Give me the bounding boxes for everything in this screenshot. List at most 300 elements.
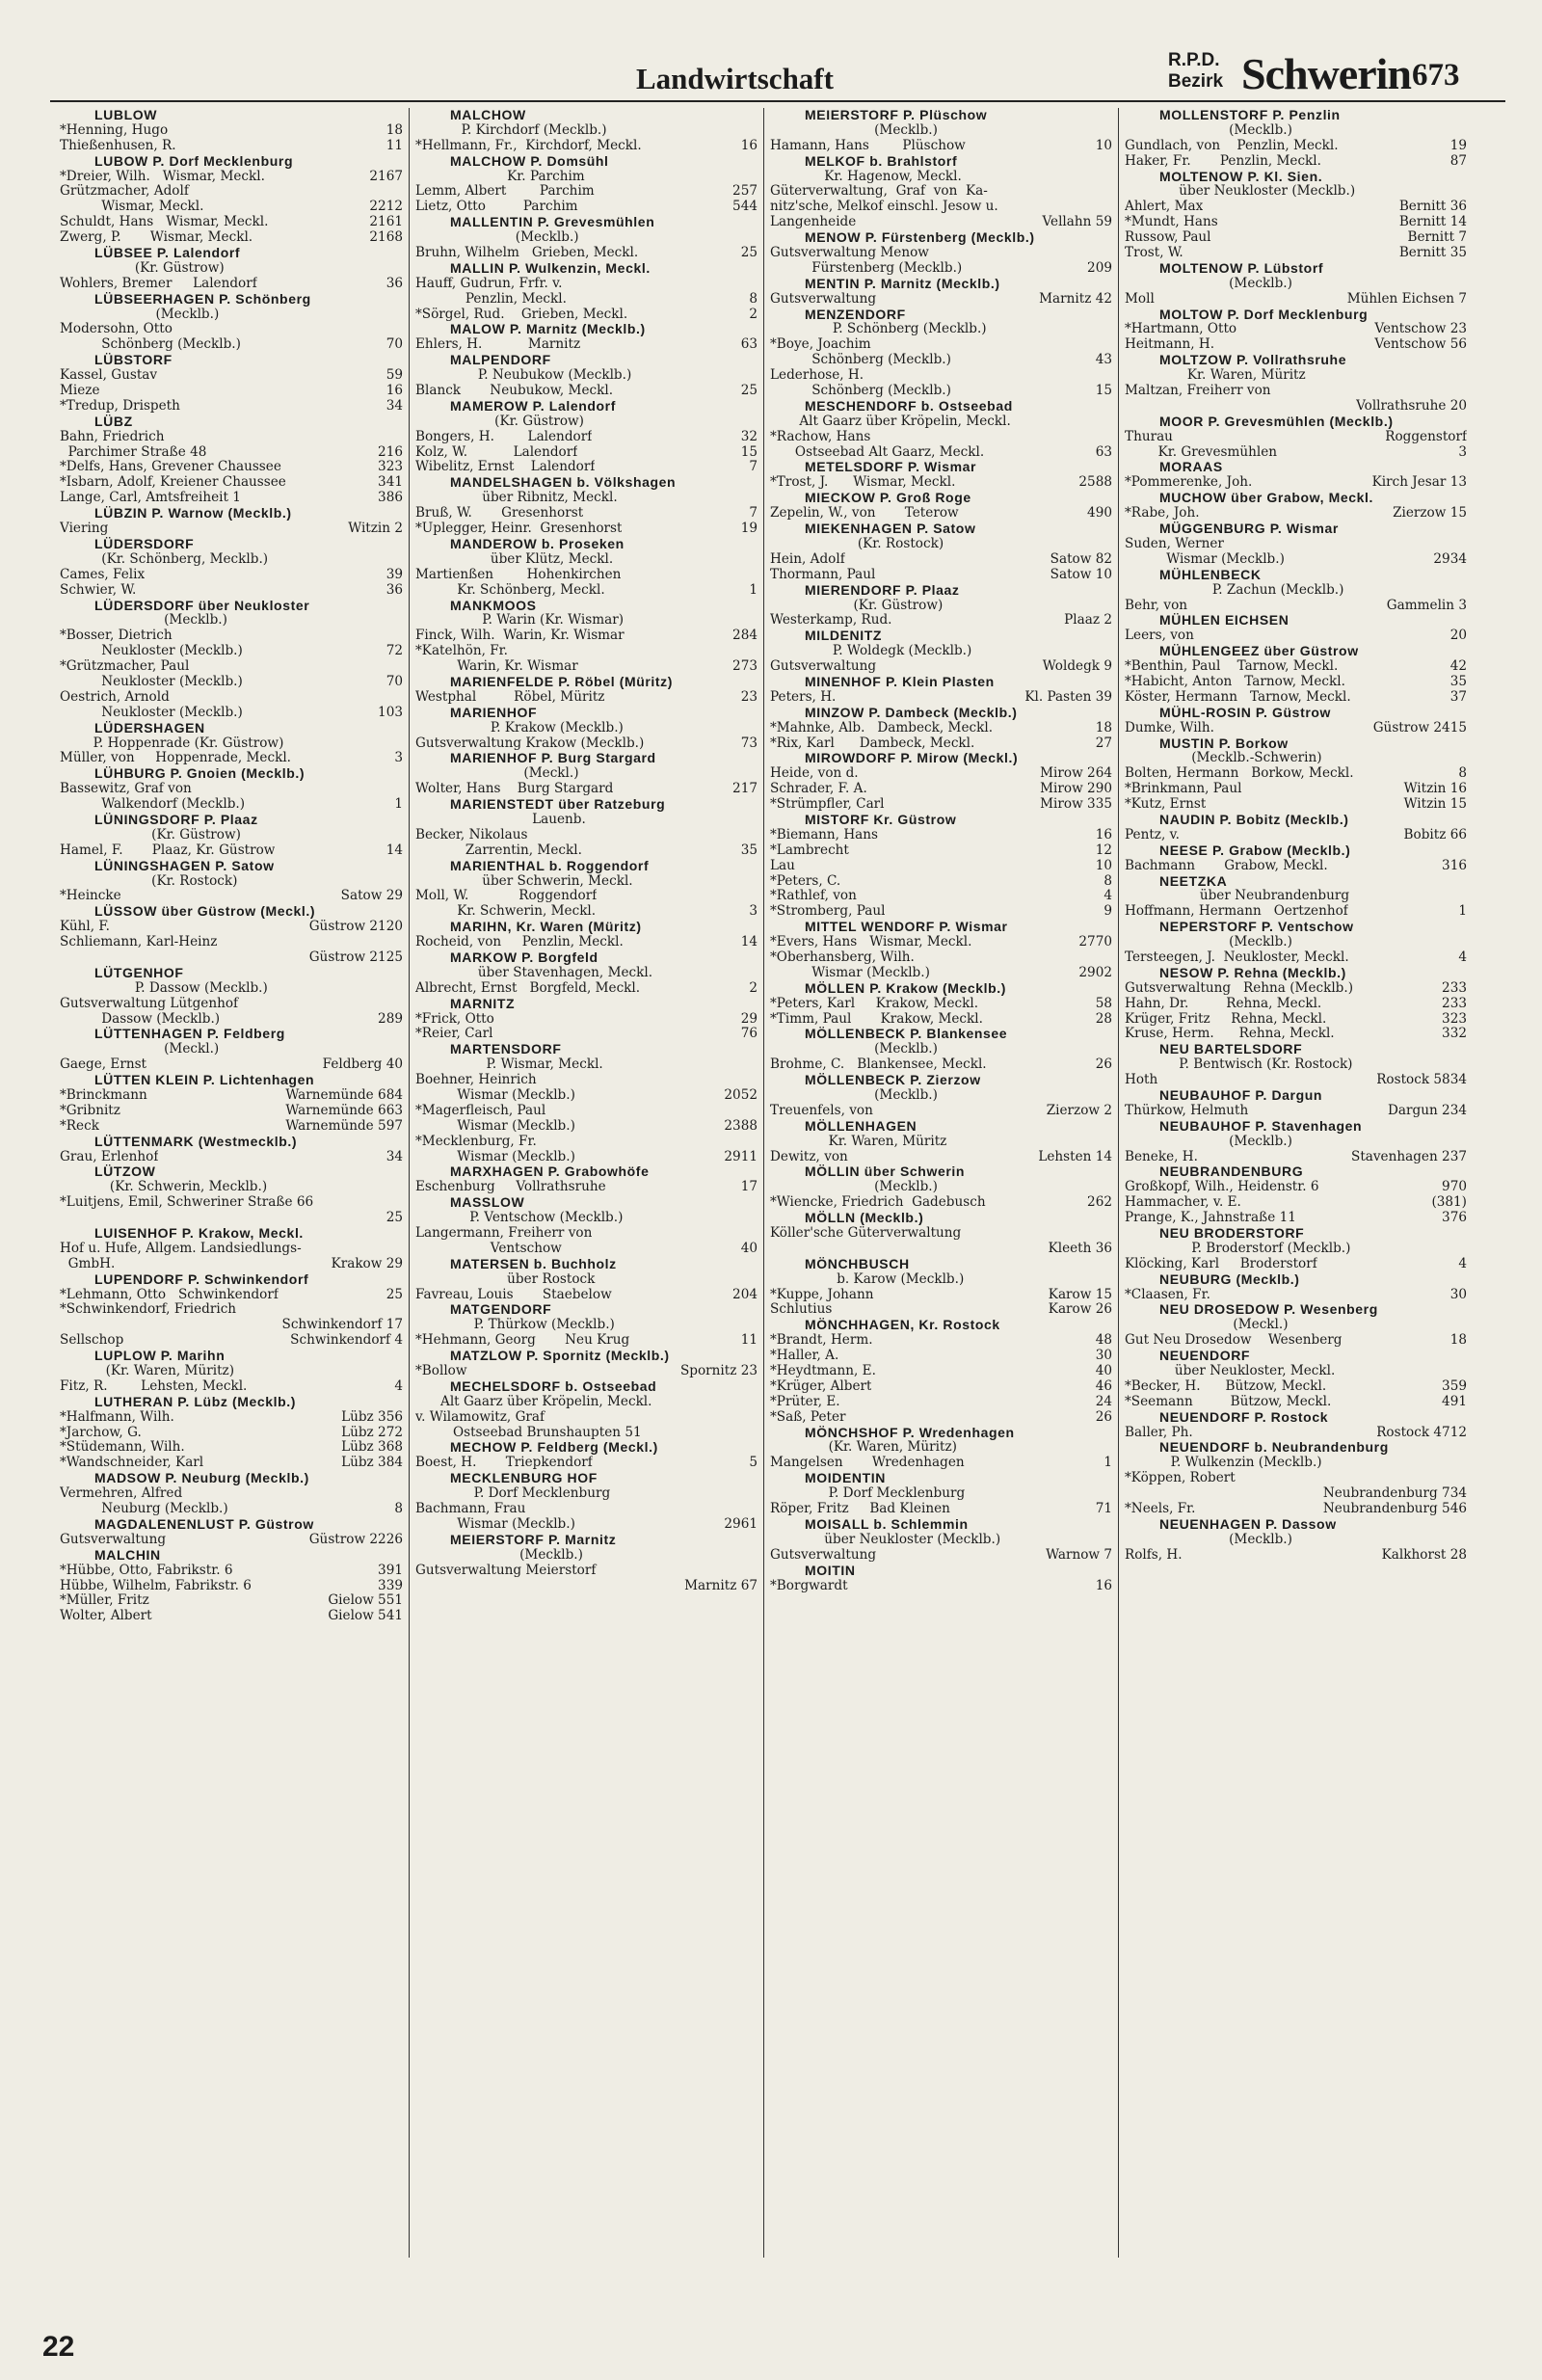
entry-phone: Plaaz 2 [1064,613,1112,628]
directory-entry [415,1012,758,1028]
entry-phone: Karow 15 [1048,1287,1112,1302]
entry-phone: 39 [386,567,403,582]
entry-phone: 2167 [369,169,403,184]
place-subline: P. Dassow (Mecklb.) [85,980,268,996]
entry-name: Ehlers, H. Marnitz [415,337,581,353]
place-heading: MARNITZ [450,996,516,1011]
directory-entry [415,1242,758,1257]
directory-entry [60,230,403,246]
place-subline: P. Kirchdorf (Mecklb.) [440,122,607,138]
entry-text: *Oberhansberg, Wilh. [770,949,915,965]
place-subline: (Mecklb.) [440,1547,583,1563]
entry-name: Leers, von [1125,628,1194,644]
place-subline: (Mecklb.) [1150,276,1292,291]
directory-entry [1125,1379,1467,1395]
entry-name: *Bollow [415,1364,467,1379]
place-subline: P. Krakow (Mecklb.) [440,720,624,735]
entry-text: Lederhose, H. [770,368,864,384]
directory-entry [770,353,1112,368]
directory-entry [1125,628,1467,644]
entry-text: *Grützmacher, Paul [60,659,190,675]
entry-name: Müller, von Hoppenrade, Meckl. [60,751,292,766]
entry-name: Finck, Wilh. Warin, Kr. Wismar [415,628,625,644]
entry-phone: 25 [740,246,758,261]
directory-entry [60,1579,403,1594]
directory-entry [1125,200,1467,215]
place-heading: NEUBAUHOF P. Dargun [1159,1088,1323,1103]
directory-entry [1125,659,1467,675]
place-subline: (Mecklb.-Schwerin) [1150,751,1322,766]
entry-name: Kolz, W. Lalendorf [415,444,578,460]
directory-entry [1125,981,1467,997]
entry-phone: Karow 26 [1048,1302,1112,1318]
place-heading: LÜTTEN KLEIN P. Lichtenhagen [94,1073,315,1088]
directory-entry [415,1364,758,1379]
place-subline: Kr. Waren, Müritz [795,1134,947,1149]
entry-phone: Marnitz 67 [684,1578,758,1593]
entry-phone: 16 [740,138,758,153]
directory-entry [770,445,1112,461]
entry-phone: 4 [394,1378,403,1394]
entry-name: Lange, Carl, Amtsfreiheit 1 [60,491,241,506]
directory-entry [770,874,1112,890]
directory-entry [770,1302,1112,1318]
place-heading: MOLTZOW P. Vollrathsruhe [1159,353,1347,368]
entry-phone: Witzin 2 [348,521,403,537]
entry-name: Bolten, Hermann Borkow, Meckl. [1125,766,1354,782]
entry-name: *Pommerenke, Joh. [1125,475,1253,491]
place-heading: LÜBZ [94,414,133,429]
entry-name: Gutsverwaltung [770,1547,877,1563]
place-heading: LÜTTENMARK (Westmecklb.) [94,1134,298,1149]
directory-entry [60,568,403,583]
place-heading: MATGENDORF [450,1302,552,1318]
place-heading: LUBOW P. Dorf Mecklenburg [94,153,294,169]
directory-entry [415,904,758,920]
entry-phone: 35 [1449,674,1467,689]
entry-text: Modersohn, Otto [60,322,173,337]
entry-name: Schlutius [770,1302,833,1318]
entry-phone: 14 [386,842,403,858]
place-heading: MALCHOW [450,108,526,122]
entry-name: Heide, von d. [770,766,859,782]
entry-name: *Mundt, Hans [1125,215,1218,230]
entry-name: Treuenfels, von [770,1103,873,1118]
directory-entry [60,399,403,414]
column-4 [1118,108,1473,2258]
place-subline: Kr. Waren, Müritz [1150,368,1306,384]
place-subline: b. Karow (Mecklb.) [795,1271,965,1287]
entry-name: Russow, Paul [1125,230,1211,246]
directory-entry [60,1456,403,1471]
directory-entry [1125,859,1467,874]
entry-name: Kruse, Herm. Rehna, Meckl. [1125,1027,1335,1042]
place-heading: MOLTENOW P. Lübstorf [1159,260,1324,276]
entry-name: Rolfs, H. [1125,1547,1183,1563]
entry-name: *Borgwardt [770,1578,848,1593]
entry-name: Gutsverwaltung [770,659,877,675]
directory-entry [60,215,403,230]
place-subline: P. Bentwisch (Kr. Rostock) [1150,1057,1353,1073]
entry-name: *Peters, C. [770,873,841,889]
entry-phone: 2161 [369,215,403,230]
place-heading: MOLLENSTORF P. Penzlin [1159,108,1341,122]
entry-name: Parchimer Straße 48 [60,444,207,460]
place-heading: LÜBSEERHAGEN P. Schönberg [94,291,311,307]
entry-name: *Brinkmann, Paul [1125,782,1242,797]
entry-phone: 970 [1442,1180,1467,1195]
place-heading: MOLTENOW P. Kl. Sien. [1159,169,1323,184]
entry-phone: Mühlen Eichsen 7 [1346,291,1467,307]
directory-entry [415,384,758,399]
place-subline: P. Zachun (Mecklb.) [1150,582,1344,598]
entry-phone: Bernitt 7 [1407,230,1467,246]
entry-phone: 18 [1095,720,1112,735]
directory-entry [60,1288,403,1303]
entry-phone: Bernitt 14 [1398,215,1467,230]
entry-phone: 2770 [1078,935,1112,950]
place-heading: MARIHN, Kr. Waren (Müritz) [450,920,642,935]
place-subline: (Kr. Güstrow) [85,827,241,842]
place-heading: NEPERSTORF P. Ventschow [1159,920,1354,935]
entry-text: *Boye, Joachim [770,337,871,353]
directory-entry [415,308,758,323]
directory-entry [770,690,1112,706]
entry-phone: 7 [749,460,758,475]
entry-phone: Neubrandenburg 734 [1322,1486,1467,1502]
entry-phone: 233 [1442,996,1467,1011]
entry-name: Krüger, Fritz Rehna, Meckl. [1125,1011,1327,1027]
entry-phone: 3 [1458,444,1467,460]
entry-phone: 3 [394,751,403,766]
entry-name: Zepelin, W., von Teterow [770,506,959,521]
entry-phone: 63 [1095,444,1112,460]
entry-name: Schrader, F. A. [770,782,867,797]
entry-text: Vermehren, Alfred [60,1486,183,1502]
entry-name: Gut Neu Drosedow Wesenberg [1125,1333,1343,1349]
place-subline: über Rostock [440,1271,596,1287]
entry-phone: (381) [1431,1195,1467,1211]
entry-phone: 386 [378,491,403,506]
entry-name: Lau [770,858,795,873]
entry-phone: Ventschow 56 [1374,337,1467,353]
directory-entry [60,139,403,154]
entry-phone: 2911 [724,1149,758,1164]
entry-phone: 25 [740,384,758,399]
entry-text: *Magerfleisch, Paul [415,1103,546,1118]
place-subline: P. Broderstorf (Mecklb.) [1150,1241,1351,1256]
entry-name: Viering [60,521,109,537]
directory-entry [1125,1548,1467,1564]
entry-phone: Bernitt 36 [1398,200,1467,215]
place-heading: MÖLLEN P. Krakow (Mecklb.) [805,980,1007,996]
directory-entry [770,1242,1112,1257]
place-heading: LÜTTENHAGEN P. Feldberg [94,1027,285,1042]
entry-name: Boest, H. Triepkendorf [415,1456,593,1471]
entry-phone: 70 [386,337,403,353]
entry-name: Thormann, Paul [770,567,876,582]
directory-entry [60,1211,403,1226]
entry-text: nitz'sche, Melkof einschl. Jesow u. [770,200,998,215]
entry-name: Mieze [60,384,100,399]
place-subline: P. Dorf Mecklenburg [440,1486,611,1502]
column-2 [409,108,763,2258]
entry-name: *Rix, Karl Dambeck, Meckl. [770,735,975,751]
directory-entry [415,935,758,950]
entry-phone: Rostock 5834 [1376,1073,1467,1088]
entry-text: *Mecklenburg, Fr. [415,1134,537,1149]
entry-name: *Henning, Hugo [60,122,169,138]
entry-name: *Trost, J. Wismar, Meckl. [770,475,956,491]
entry-name: *Reck [60,1118,99,1134]
place-subline: über Stavenhagen, Meckl. [440,965,653,980]
entry-phone: 8 [1458,766,1467,782]
directory-entry [770,1502,1112,1517]
entry-name: Rocheid, von Penzlin, Meckl. [415,935,624,950]
directory-entry [770,475,1112,491]
entry-name: Neuburg (Mecklb.) [60,1502,228,1517]
entry-name: Schwier, W. [60,582,137,598]
place-subline: über Neukloster (Mecklb.) [1150,184,1356,200]
entry-text: Bahn, Friedrich [60,429,165,444]
place-heading: LUBLOW [94,108,158,122]
page-number: 673 [1412,58,1460,93]
place-subline: (Kr. Güstrow) [440,414,584,429]
entry-phone: 25 [386,1211,403,1226]
directory-entry [60,1104,403,1119]
entry-name: Hoth [1125,1073,1158,1088]
entry-name: Wismar (Mecklb.) [415,1149,575,1164]
entry-name: Wismar (Mecklb.) [415,1088,575,1103]
entry-phone: Gielow 551 [328,1593,403,1609]
entry-phone: 19 [1449,138,1467,153]
place-heading: MOITIN [805,1563,856,1578]
directory-entry [770,139,1112,154]
entry-phone: 2 [749,980,758,996]
entry-phone: Satow 82 [1050,551,1112,567]
directory-entry [1125,690,1467,706]
place-subline: (Kr. Schönberg, Mecklb.) [85,551,269,567]
entry-phone: 40 [1095,1364,1112,1379]
directory-entry [60,521,403,537]
directory-entry [60,445,403,461]
place-heading: MEIERSTORF P. Plüschow [805,108,988,122]
entry-phone: 3 [749,904,758,920]
entry-phone: 26 [1095,1057,1112,1073]
place-subline: (Kr. Rostock) [795,536,944,551]
entry-text: Gutsverwaltung Menow [770,246,929,261]
place-heading: MORAAS [1159,460,1223,475]
entry-name: *Müller, Fritz [60,1593,149,1609]
entry-name: Hahn, Dr. Rehna, Meckl. [1125,996,1322,1011]
directory-entry [770,766,1112,782]
entry-phone: 323 [378,460,403,475]
entry-name: Fürstenberg (Mecklb.) [770,260,963,276]
entry-name: Gutsverwaltung Krakow (Mecklb.) [415,735,645,751]
entry-text: *Bosser, Dietrich [60,628,173,644]
place-subline: (Kr. Schwerin, Mecklb.) [85,1180,268,1195]
directory-entry [770,797,1112,813]
entry-phone: 10 [1095,858,1112,873]
entry-phone: Dargun 234 [1388,1103,1467,1118]
entry-phone: 15 [740,444,758,460]
place-heading: MIECKOW P. Groß Roge [805,491,971,506]
entry-phone: 2212 [369,200,403,215]
entry-name: Langenheide [770,215,857,230]
entry-name: Kassel, Gustav [60,368,158,384]
place-heading: MÖLLENBECK P. Zierzow [805,1073,981,1088]
entry-phone: 8 [1103,873,1112,889]
place-subline: P. Woldegk (Mecklb.) [795,644,972,659]
place-subline: (Kr. Rostock) [85,873,238,889]
place-heading: LÜBSEE P. Lalendorf [94,246,241,261]
entry-phone: 490 [1087,506,1112,521]
entry-name: *Dreier, Wilh. Wismar, Meckl. [60,169,265,184]
directory-entry [770,261,1112,277]
directory-entry [60,1564,403,1579]
directory-entry [770,552,1112,568]
entry-text: Suden, Werner [1125,536,1224,551]
place-heading: MANKMOOS [450,598,537,613]
directory-entry [60,843,403,859]
entry-phone: 341 [378,475,403,491]
place-heading: LÜBZIN P. Warnow (Mecklb.) [94,506,292,521]
entry-name: *Brandt, Herm. [770,1333,873,1349]
entry-phone: Lübz 356 [341,1409,403,1425]
place-heading: MARTENSDORF [450,1042,562,1057]
directory-entry [770,966,1112,981]
directory-entry [1125,1104,1467,1119]
directory-entry [770,1379,1112,1395]
entry-name: Mangelsen Wredenhagen [770,1456,965,1471]
directory-entry [770,1288,1112,1303]
entry-phone: Warnemünde 597 [285,1118,403,1134]
entry-phone: 9 [1103,904,1112,920]
entry-name: Wolter, Albert [60,1609,152,1624]
entry-name: *Frick, Otto [415,1011,494,1027]
directory-entry [60,950,403,966]
place-heading: NESOW P. Rehna (Mecklb.) [1159,965,1346,980]
entry-name: *Brinckmann [60,1088,147,1103]
directory-entry [770,1548,1112,1564]
place-heading: LÜDERSHAGEN [94,720,205,735]
directory-entry [1125,1211,1467,1226]
directory-entry [60,1379,403,1395]
entry-phone: 71 [1095,1502,1112,1517]
district-label [1168,50,1223,93]
entry-phone: Gielow 541 [328,1609,403,1624]
directory-entry [60,675,403,690]
entry-phone: Zierzow 15 [1393,506,1467,521]
entry-phone: 28 [1095,1011,1112,1027]
place-heading: MÜHL-ROSIN P. Güstrow [1159,705,1332,720]
section-title: Landwirtschaft [636,62,834,95]
entry-phone: Kirch Jesar 13 [1371,475,1467,491]
entry-phone: 4 [1103,889,1112,904]
entry-phone: Mirow 290 [1040,782,1112,797]
place-heading: LUTHERAN P. Lübz (Mecklb.) [94,1394,297,1409]
directory-entry [60,751,403,766]
directory-entry [1125,139,1467,154]
directory-entry [415,1150,758,1165]
entry-phone: 544 [732,200,758,215]
place-subline: über Neukloster (Mecklb.) [795,1532,1001,1547]
place-heading: MÖLLIN über Schwerin [805,1164,966,1180]
entry-phone: Mirow 264 [1040,766,1112,782]
place-subline: P. Neubukow (Mecklb.) [440,368,632,384]
directory-entry [60,920,403,935]
directory-entry [415,782,758,797]
entry-name: Neukloster (Mecklb.) [60,705,243,720]
directory-entry [415,1119,758,1135]
directory-entry [770,782,1112,797]
place-subline: (Mecklb.) [1150,1532,1292,1547]
place-heading: MESCHENDORF b. Ostseebad [805,398,1013,414]
place-heading: MARIENSTEDT über Ratzeburg [450,797,666,813]
directory-entry [415,583,758,599]
entry-phone: 316 [1442,858,1467,873]
entry-phone: 323 [1442,1011,1467,1027]
directory-entry [770,1349,1112,1364]
directory-entry [60,1440,403,1456]
entry-phone: 19 [740,521,758,537]
place-heading: LÜTZOW [94,1164,156,1180]
entry-text: Gutsverwaltung Lütgenhof [60,996,239,1011]
directory-entry [415,1517,758,1533]
directory-entry [60,123,403,139]
place-subline: (Mecklb.) [85,307,220,322]
directory-entry [1125,430,1467,445]
directory-entry [415,337,758,353]
directory-entry [415,430,758,445]
entry-phone: 34 [386,1149,403,1164]
directory-entry [415,1288,758,1303]
place-heading: MIEKENHAGEN P. Satow [805,521,976,537]
directory-entry [770,1395,1112,1410]
entry-phone: 11 [386,138,403,153]
entry-phone: 70 [386,674,403,689]
directory-entry [770,292,1112,308]
entry-phone: 11 [740,1333,758,1349]
entry-name: *Heydtmann, E. [770,1364,876,1379]
place-heading: MISTORF Kr. Güstrow [805,812,957,827]
entry-text: Oestrich, Arnold [60,689,170,705]
entry-name: Röper, Fritz Bad Kleinen [770,1502,950,1517]
entry-name: Dumke, Wilh. [1125,720,1214,735]
place-heading: NEESE P. Grabow (Mecklb.) [1159,842,1351,858]
directory-entry [1125,997,1467,1012]
place-heading: NEUBAUHOF P. Stavenhagen [1159,1118,1363,1134]
entry-text: Maltzan, Freiherr von [1125,384,1271,399]
directory-entry [1125,1012,1467,1028]
place-subline: (Kr. Waren, Müritz) [795,1440,957,1456]
entry-name: *Habicht, Anton Tarnow, Meckl. [1125,674,1345,689]
entry-phone: 273 [732,659,758,675]
directory-entry [770,1410,1112,1426]
directory-entry [1125,675,1467,690]
place-subline: Lauenb. [440,812,586,827]
directory-entry [1125,1180,1467,1195]
entry-phone: 4 [1458,949,1467,965]
place-heading: MÜHLEN EICHSEN [1159,613,1289,628]
entry-name: *Benthin, Paul Tarnow, Meckl. [1125,659,1339,675]
entry-phone: Schwinkendorf 4 [290,1333,403,1349]
entry-phone: 339 [378,1578,403,1593]
entry-name: Sellschop [60,1333,124,1349]
entry-text: Becker, Nikolaus [415,827,528,842]
entry-name: Gutsverwaltung [60,1532,167,1547]
entry-name: Fitz, R. Lehsten, Meckl. [60,1378,248,1394]
